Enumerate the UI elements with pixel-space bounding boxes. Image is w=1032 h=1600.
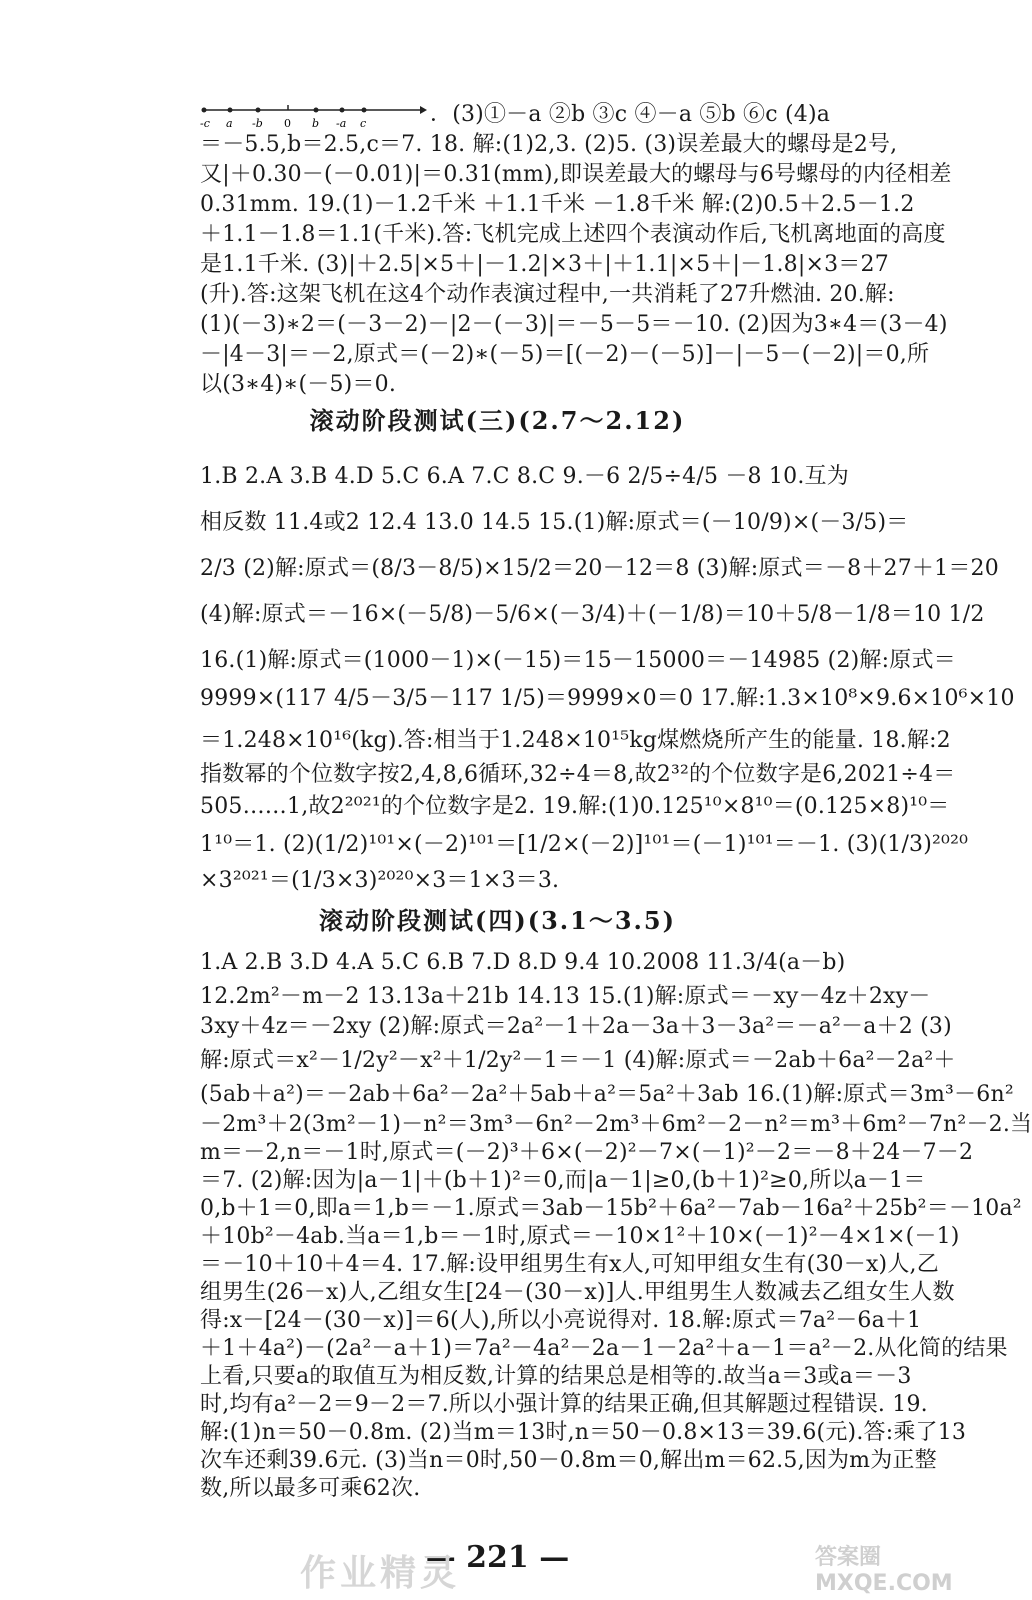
- text-line: 解:(1)n＝50－0.8m. (2)当m＝13时,n＝50－0.8×13＝39.6(元).答:乘了13: [200, 1420, 967, 1445]
- number-line-figure: [198, 100, 428, 130]
- nl-label: 0: [284, 117, 291, 130]
- text-line: 以(3∗4)∗(－5)＝0.: [200, 372, 397, 397]
- text-line: m＝－2,n＝－1时,原式＝(－2)³＋6×(－2)²－7×(－1)²－2＝－8＋24－7－2: [200, 1140, 974, 1165]
- text-line: (5ab＋a²)＝－2ab＋6a²－2a²＋5ab＋a²＝5a²＋3ab 16.(1)解:原式＝3m³－6n²: [200, 1082, 1014, 1107]
- text-line: ×3²⁰²¹＝(1/3×3)²⁰²⁰×3＝1×3＝3.: [200, 868, 560, 893]
- text-line: 0.31mm. 19.(1)－1.2千米 ＋1.1千米 －1.8千米 解:(2)0.5＋2.5－1.2: [200, 192, 915, 217]
- page-number: — 221 —: [425, 1540, 570, 1575]
- nl-label: a: [226, 117, 233, 130]
- nl-label: -b: [252, 117, 263, 130]
- text-line: 是1.1千米. (3)|＋2.5|×5＋|－1.2|×3＋|＋1.1|×5＋|－1.8|×3＝27: [200, 252, 889, 277]
- text-line: ＋1＋4a²)－(2a²－a＋1)＝7a²－4a²－2a－1－2a²＋a－1＝a²－2.从化简的结果: [200, 1336, 1008, 1361]
- text-line: 时,均有a²－2＝9－2＝7.所以小强计算的结果正确,但其解题过程错误. 19.: [200, 1392, 928, 1417]
- text-line: ＋1.1－1.8＝1.1(千米).答:飞机完成上述四个表演动作后,飞机离地面的高度: [200, 222, 946, 247]
- section-heading: 滚动阶段测试(四)(3.1～3.5): [319, 906, 676, 935]
- text-line: (4)解:原式＝－16×(－5/8)－5/6×(－3/4)＋(－1/8)＝10＋5/8－1/8＝10 1/2: [200, 602, 985, 627]
- nl-label: b: [312, 117, 320, 130]
- text-line: ．(3)①－a ②b ③c ④－a ⑤b ⑥c (4)a: [430, 102, 831, 127]
- text-line: 相反数 11.4或2 12.4 13.0 14.5 15.(1)解:原式＝(－10/9)×(－3/5)＝: [200, 510, 909, 535]
- text-line: 2/3 (2)解:原式＝(8/3－8/5)×15/2＝20－12＝8 (3)解:原式＝－8＋27＋1＝20: [200, 556, 999, 581]
- text-line: (1)(－3)∗2＝(－3－2)－|2－(－3)|＝－5－5＝－10. (2)因为3∗4＝(3－4): [200, 312, 948, 337]
- text-line: 16.(1)解:原式＝(1000－1)×(－15)＝15－15000＝－14985 (2)解:原式＝: [200, 648, 956, 673]
- text-line: ＝7. (2)解:因为|a－1|＋(b＋1)²＝0,而|a－1|≥0,(b＋1)²≥0,所以a－1＝: [200, 1168, 926, 1193]
- text-line: ＝－5.5,b＝2.5,c＝7. 18. 解:(1)2,3. (2)5. (3)误差最大的螺母是2号,: [200, 132, 898, 157]
- nl-label: c: [360, 117, 367, 130]
- text-line: 3xy＋4z＝－2xy (2)解:原式＝2a²－1＋2a－3a＋3－3a²＝－a²－a＋2 (3): [200, 1014, 952, 1039]
- text-line: (升).答:这架飞机在这4个动作表演过程中,一共消耗了27升燃油. 20.解:: [200, 282, 895, 307]
- text-line: ＝1.248×10¹⁶(kg).答:相当于1.248×10¹⁵kg煤燃烧所产生的能量. 18.解:2: [200, 728, 951, 753]
- watermark-left: 作业精灵: [300, 1553, 461, 1594]
- nl-label: -c: [200, 117, 210, 130]
- text-line: 数,所以最多可乘62次.: [200, 1476, 421, 1501]
- text-line: ＝－10＋10＋4＝4. 17.解:设甲组男生有x人,可知甲组女生有(30－x)人,乙: [200, 1252, 939, 1277]
- text-line: 12.2m²－m－2 13.13a＋21b 14.13 15.(1)解:原式＝－xy－4z＋2xy－: [200, 984, 931, 1009]
- text-line: 得:x－[24－(30－x)]＝6(人),所以小亮说得对. 18.解:原式＝7a²－6a＋1: [200, 1308, 922, 1333]
- text-line: 1.B 2.A 3.B 4.D 5.C 6.A 7.C 8.C 9.－6 2/5÷4/5 －8 10.互为: [200, 464, 849, 489]
- text-line: 组男生(26－x)人,乙组女生[24－(30－x)]人.甲组男生人数减去乙组女生人数: [200, 1280, 955, 1305]
- nl-label: -a: [336, 117, 347, 130]
- text-line: ＋10b²－4ab.当a＝1,b＝－1时,原式＝－10×1²＋10×(－1)²－4×1×(－1): [200, 1224, 960, 1249]
- text-line: －|4－3|＝－2,原式＝(－2)∗(－5)＝[(－2)－(－5)]－|－5－(－2)|＝0,所: [200, 342, 930, 367]
- text-line: 上看,只要a的取值互为相反数,计算的结果总是相等的.故当a＝3或a＝－3: [200, 1364, 912, 1389]
- text-line: 次车还剩39.6元. (3)当n＝0时,50－0.8m＝0,解出m＝62.5,因为m为正整: [200, 1448, 937, 1473]
- text-line: 1¹⁰＝1. (2)(1/2)¹⁰¹×(－2)¹⁰¹＝[1/2×(－2)]¹⁰¹＝(－1)¹⁰¹＝－1. (3)(1/3)²⁰²⁰: [200, 832, 969, 857]
- text-line: 9999×(117 4/5－3/5－117 1/5)＝9999×0＝0 17.解:1.3×10⁸×9.6×10⁶×10: [200, 686, 1015, 711]
- text-line: 505……1,故2²⁰²¹的个位数字是2. 19.解:(1)0.125¹⁰×8¹⁰＝(0.125×8)¹⁰＝: [200, 794, 950, 819]
- text-line: 解:原式＝x²－1/2y²－x²＋1/2y²－1＝－1 (4)解:原式＝－2ab＋6a²－2a²＋: [200, 1048, 956, 1073]
- text-line: 又|＋0.30－(－0.01)|＝0.31(mm),即误差最大的螺母与6号螺母的内径相差: [200, 162, 952, 187]
- text-line: 0,b＋1＝0,即a＝1,b＝－1.原式＝3ab－15b²＋6a²－7ab－16a²＋25b²＝－10a²: [200, 1196, 1022, 1221]
- text-line: 指数幂的个位数字按2,4,8,6循环,32÷4＝8,故2³²的个位数字是6,2021÷4＝: [200, 762, 956, 787]
- text-line: 1.A 2.B 3.D 4.A 5.C 6.B 7.D 8.D 9.4 10.2008 11.3/4(a－b): [200, 950, 846, 975]
- section-heading: 滚动阶段测试(三)(2.7～2.12): [309, 406, 686, 435]
- text-line: －2m³＋2(3m²－1)－n²＝3m³－6n²－2m³＋6m²－2－n²＝m³＋6m²－7n²－2.当: [200, 1112, 1032, 1137]
- watermark-right: 答案圈 MXQE.COM: [815, 1545, 953, 1596]
